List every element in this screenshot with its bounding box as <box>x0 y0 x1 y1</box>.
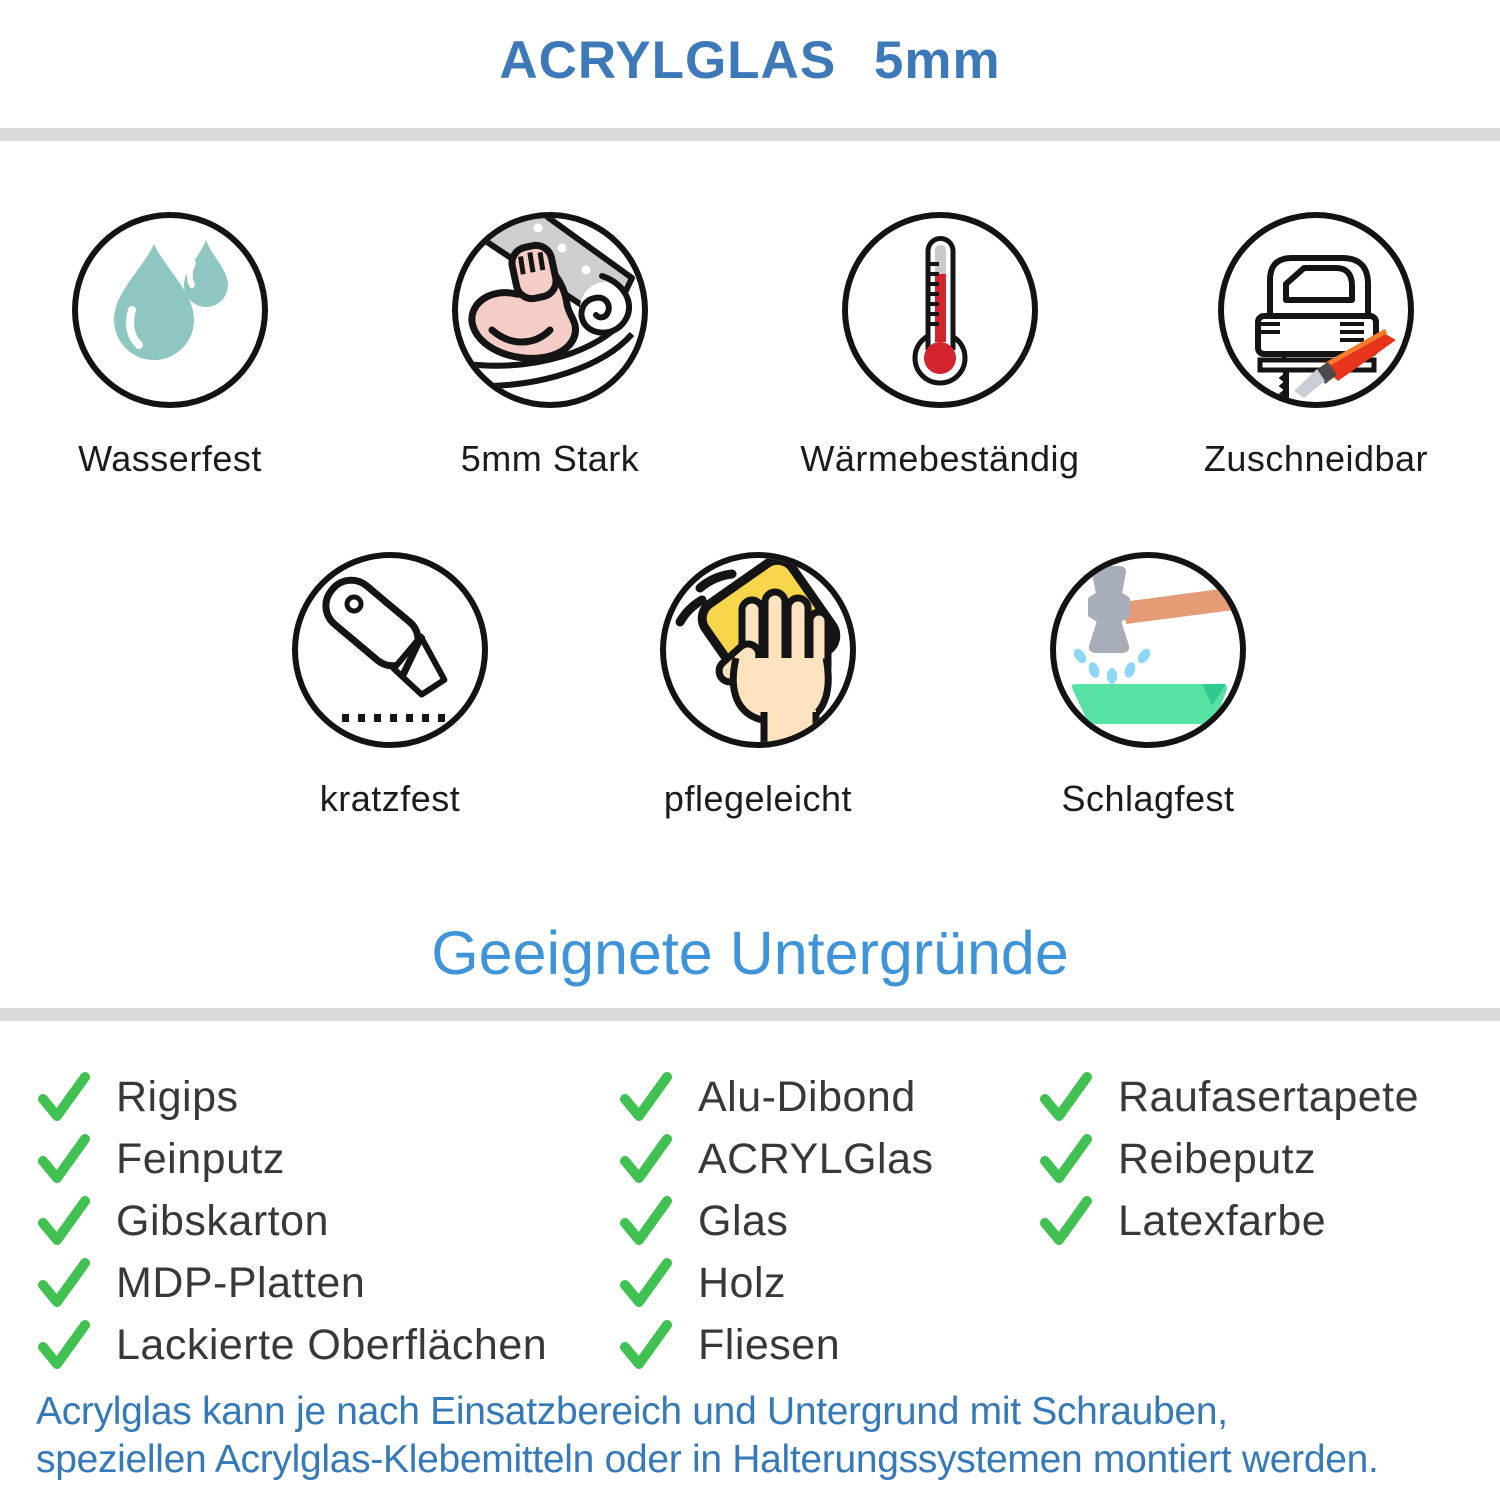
substrate-column-1 <box>38 1066 547 1376</box>
feature-label: Schlagfest <box>1061 778 1235 819</box>
divider-bar-middle <box>0 1008 1500 1021</box>
jigsaw-and-knife-icon <box>1218 212 1414 408</box>
utility-knife-icon <box>292 552 488 748</box>
feature-schlagfest <box>968 552 1328 820</box>
check-icon <box>620 1071 672 1123</box>
feature-label: Wasserfest <box>78 438 262 479</box>
mounting-note-line1: Acrylglas kann je nach Einsatzbereich und Untergrund mit Schrauben, <box>36 1390 1228 1433</box>
substrate-item: Glas <box>620 1190 934 1252</box>
substrate-item: Raufasertapete <box>1040 1066 1419 1128</box>
feature-wasserfest <box>0 212 350 480</box>
feature-label: Zuschneidbar <box>1203 438 1429 479</box>
substrate-item: Reibeputz <box>1040 1128 1419 1190</box>
thermometer-icon <box>842 212 1038 408</box>
check-icon <box>38 1319 90 1371</box>
page-title: ACRYLGLAS 5mm <box>499 31 1001 90</box>
mounting-note-line2: speziellen Acrylglas-Klebemitteln oder in Halterungssystemen montiert werden. <box>36 1438 1379 1481</box>
check-icon <box>38 1257 90 1309</box>
check-icon <box>1040 1195 1092 1247</box>
check-icon <box>1040 1071 1092 1123</box>
substrate-item: Alu-Dibond <box>620 1066 934 1128</box>
mounting-note <box>36 1388 1476 1484</box>
check-icon <box>620 1319 672 1371</box>
feature-waermebestaendig <box>760 212 1120 480</box>
substrate-item: Rigips <box>38 1066 547 1128</box>
check-icon <box>1040 1133 1092 1185</box>
feature-pflegeleicht <box>578 552 938 820</box>
substrate-item: Feinputz <box>38 1128 547 1190</box>
muscle-arm-rolled-sheet-icon <box>452 212 648 408</box>
feature-label: 5mm Stark <box>460 438 640 479</box>
feature-label: Wärmebeständig <box>800 438 1080 479</box>
substrate-item: Fliesen <box>620 1314 934 1376</box>
substrate-column-3 <box>1040 1066 1419 1252</box>
substrate-column-2 <box>620 1066 934 1376</box>
substrate-item: Holz <box>620 1252 934 1314</box>
water-drops-icon <box>72 212 268 408</box>
check-icon <box>620 1133 672 1185</box>
check-icon <box>620 1195 672 1247</box>
check-icon <box>620 1257 672 1309</box>
feature-label: pflegeleicht <box>663 778 853 819</box>
substrate-item: MDP-Platten <box>38 1252 547 1314</box>
check-icon <box>38 1071 90 1123</box>
check-icon <box>38 1133 90 1185</box>
substrate-item: Gibskarton <box>38 1190 547 1252</box>
hammer-impact-icon <box>1050 552 1246 748</box>
feature-zuschneidbar <box>1136 212 1496 480</box>
divider-bar-top <box>0 128 1500 141</box>
substrate-item: Latexfarbe <box>1040 1190 1419 1252</box>
feature-kratzfest <box>210 552 570 820</box>
feature-label: kratzfest <box>319 778 461 819</box>
hand-wiping-cloth-icon <box>660 552 856 748</box>
substrate-item: Lackierte Oberflächen <box>38 1314 547 1376</box>
substrate-item: ACRYLGlas <box>620 1128 934 1190</box>
check-icon <box>38 1195 90 1247</box>
feature-5mm-stark <box>370 212 730 480</box>
substrates-heading: Geeignete Untergründe <box>431 919 1069 987</box>
